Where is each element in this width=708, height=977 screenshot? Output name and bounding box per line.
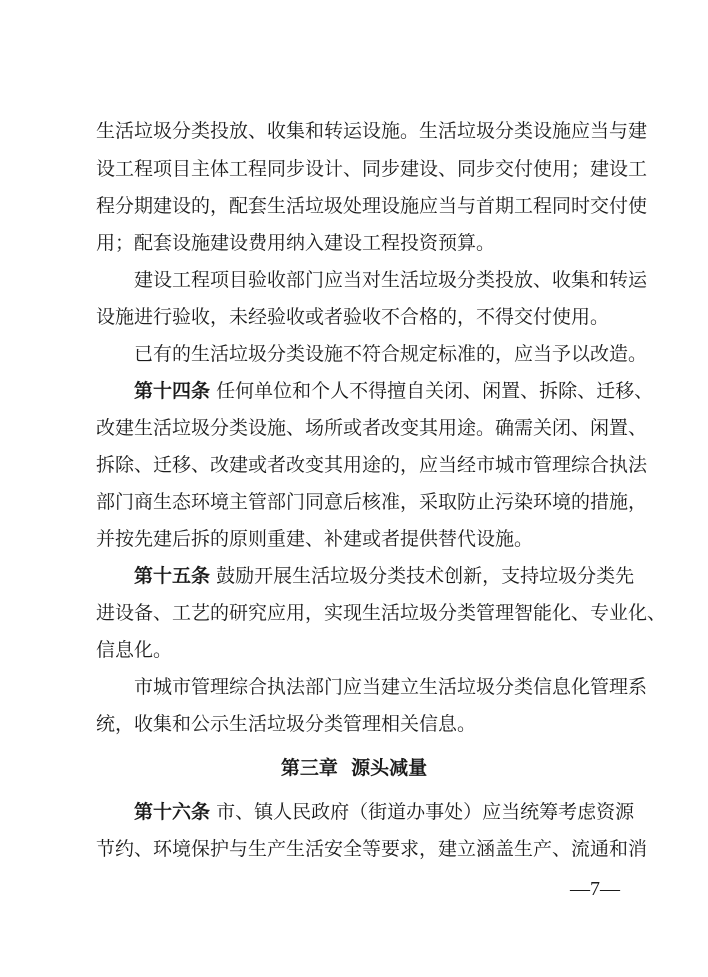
- text-line: 市城市管理综合执法部门应当建立生活垃圾分类信息化管理系: [134, 676, 648, 698]
- text-line: 信息化。: [96, 639, 173, 661]
- text-line: 设工程项目主体工程同步设计、同步建设、同步交付使用；建设工: [96, 158, 648, 180]
- page-number: —7—: [570, 878, 620, 900]
- article-heading: 第十四条: [134, 380, 211, 402]
- article-16-first-line: [134, 800, 635, 824]
- text-span: 市、镇人民政府（街道办事处）应当统筹考虑资源: [216, 801, 635, 823]
- text-line: 用；配套设施建设费用纳入建设工程投资预算。: [96, 232, 496, 254]
- text-line: 拆除、迁移、改建或者改变其用途的，应当经市城市管理综合执法: [96, 454, 648, 476]
- text-line: 进设备、工艺的研究应用，实现生活垃圾分类管理智能化、专业化、: [96, 602, 667, 624]
- text-line: 并按先建后拆的原则重建、补建或者提供替代设施。: [96, 528, 534, 550]
- text-span: 任何单位和个人不得擅自关闭、闲置、拆除、迁移、: [216, 380, 654, 402]
- text-line: 生活垃圾分类投放、收集和转运设施。生活垃圾分类设施应当与建: [96, 120, 648, 142]
- text-line: 节约、环境保护与生产生活安全等要求，建立涵盖生产、流通和消: [96, 838, 648, 860]
- text-span: 鼓励开展生活垃圾分类技术创新，支持垃圾分类先: [216, 565, 635, 587]
- text-line: 部门商生态环境主管部门同意后核准，采取防止污染环境的措施，: [96, 491, 648, 513]
- text-line: 设施进行验收，未经验收或者验收不合格的，不得交付使用。: [96, 306, 610, 328]
- text-line: 改建生活垃圾分类设施、场所或者改变其用途。确需关闭、闲置、: [96, 417, 648, 439]
- article-14-first-line: [134, 379, 654, 403]
- text-line: 统，收集和公示生活垃圾分类管理相关信息。: [96, 713, 477, 735]
- article-15-first-line: [134, 564, 635, 588]
- article-heading: 第十六条: [134, 801, 211, 823]
- text-line: 已有的生活垃圾分类设施不符合规定标准的，应当予以改造。: [134, 343, 648, 365]
- article-heading: 第十五条: [134, 565, 211, 587]
- chapter-title: 第三章 源头减量: [280, 757, 428, 779]
- text-line: 建设工程项目验收部门应当对生活垃圾分类投放、收集和转运: [134, 269, 648, 291]
- text-line: 程分期建设的，配套生活垃圾处理设施应当与首期工程同时交付使: [96, 195, 648, 217]
